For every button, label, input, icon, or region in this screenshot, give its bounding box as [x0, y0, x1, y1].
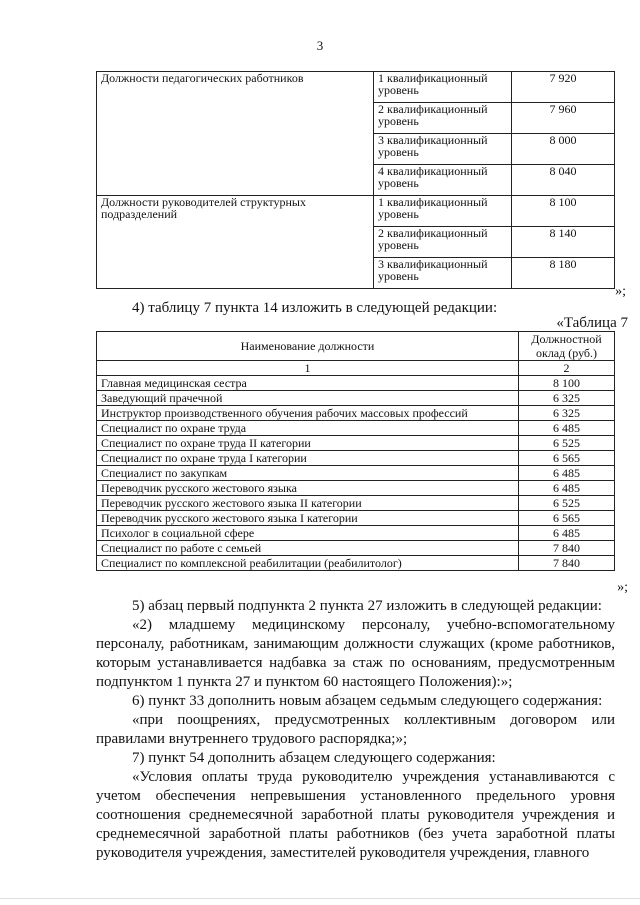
paragraph: «при поощрениях, предусмотренных коллективным договором или правилами внутреннего трудового распорядка;»; — [96, 712, 615, 747]
header-position-name: Наименование должности — [97, 332, 519, 361]
table-row — [97, 541, 615, 556]
salary-cell: 8 100 — [512, 196, 615, 227]
salary-cell: 7 920 — [512, 72, 615, 103]
table-row — [97, 526, 615, 541]
paragraph: 6) пункт 33 дополнить новым абзацем седьмым следующего содержания: — [132, 693, 603, 709]
position-name-cell: Переводчик русского жестового языка II категории — [97, 496, 519, 511]
position-name-cell: Специалист по охране труда I категории — [97, 451, 519, 466]
paragraph: «Условия оплаты труда руководителю учреждения устанавливаются с учетом обеспечения непревышения установленного предельного уровня соотношения среднемесячной заработной платы руководителя учреждения и среднемесячной заработной платы работников (без учета заработной платы руководителя учреждения, заместителей руководителя учреждения, главного — [96, 769, 615, 861]
salary-cell: 7 960 — [512, 103, 615, 134]
header-salary: Должностной оклад (руб.) — [519, 332, 615, 361]
table-row — [97, 406, 615, 421]
page-bottom-rule — [0, 898, 640, 899]
salary-cell: 8 000 — [512, 134, 615, 165]
table1-closing-quote: »; — [615, 284, 626, 299]
table-row — [97, 451, 615, 466]
table-body — [97, 376, 615, 571]
position-name-cell: Специалист по охране труда — [97, 421, 519, 436]
salary-cell: 6 565 — [519, 511, 615, 526]
level-cell: 2 квалификационный уровень — [374, 103, 512, 134]
column-number-row — [97, 361, 615, 376]
salary-cell: 6 485 — [519, 421, 615, 436]
paragraph: «2) младшему медицинскому персоналу, учебно-вспомогательному персоналу, работникам, занимающим должности служащих (кроме работников, которым устанавливается надбавка за стаж по основаниям, предусмотренным подпунктом 1 пункта 27 и пунктом 60 настоящего Положения):»; — [96, 617, 615, 690]
salary-cell: 7 840 — [519, 541, 615, 556]
position-name-cell: Главная медицинская сестра — [97, 376, 519, 391]
position-name-cell: Специалист по работе с семьей — [97, 541, 519, 556]
column-number-1: 1 — [97, 361, 519, 376]
salary-cell: 8 100 — [519, 376, 615, 391]
page-number: 3 — [316, 38, 324, 53]
salary-cell: 8 040 — [512, 165, 615, 196]
position-group-cell: Должности руководителей структурных подразделений — [97, 196, 374, 289]
table-row — [97, 481, 615, 496]
level-cell: 1 квалификационный уровень — [374, 72, 512, 103]
level-cell: 2 квалификационный уровень — [374, 227, 512, 258]
column-number-2: 2 — [519, 361, 615, 376]
table-row — [97, 556, 615, 571]
paragraph: 7) пункт 54 дополнить абзацем следующего содержания: — [132, 750, 496, 766]
paragraph: 5) абзац первый подпункта 2 пункта 27 изложить в следующей редакции: — [132, 598, 602, 614]
salary-cell: 6 525 — [519, 436, 615, 451]
position-name-cell: Психолог в социальной сфере — [97, 526, 519, 541]
salary-cell: 6 325 — [519, 406, 615, 421]
position-name-cell: Переводчик русского жестового языка — [97, 481, 519, 496]
position-salary-table — [96, 331, 615, 571]
salary-cell: 6 325 — [519, 391, 615, 406]
salary-cell: 8 180 — [512, 258, 615, 289]
salary-cell: 8 140 — [512, 227, 615, 258]
position-name-cell: Специалист по комплексной реабилитации (реабилитолог) — [97, 556, 519, 571]
level-cell: 4 квалификационный уровень — [374, 165, 512, 196]
salary-cell: 6 485 — [519, 526, 615, 541]
document-body — [96, 597, 615, 863]
salary-cell: 6 525 — [519, 496, 615, 511]
level-cell: 3 квалификационный уровень — [374, 258, 512, 289]
salary-cell: 6 485 — [519, 481, 615, 496]
position-name-cell: Переводчик русского жестового языка I категории — [97, 511, 519, 526]
table-row — [97, 196, 615, 227]
salary-cell: 6 565 — [519, 451, 615, 466]
position-name-cell: Инструктор производственного обучения рабочих массовых профессий — [97, 406, 519, 421]
table7-label: «Таблица 7 — [556, 315, 628, 331]
table-row — [97, 511, 615, 526]
table-row — [97, 496, 615, 511]
table-row — [97, 421, 615, 436]
salary-cell: 6 485 — [519, 466, 615, 481]
table-row — [97, 436, 615, 451]
position-group-cell: Должности педагогических работников — [97, 72, 374, 196]
position-name-cell: Специалист по охране труда II категории — [97, 436, 519, 451]
table-row — [97, 72, 615, 103]
position-name-cell: Заведующий прачечной — [97, 391, 519, 406]
table-header-row — [97, 332, 615, 361]
table-row — [97, 376, 615, 391]
level-cell: 1 квалификационный уровень — [374, 196, 512, 227]
level-cell: 3 квалификационный уровень — [374, 134, 512, 165]
table2-closing-quote: »; — [617, 580, 628, 595]
table-row — [97, 466, 615, 481]
position-name-cell: Специалист по закупкам — [97, 466, 519, 481]
amendment-table7-paragraph: 4) таблицу 7 пункта 14 изложить в следующей редакции: — [132, 300, 498, 316]
salary-cell: 7 840 — [519, 556, 615, 571]
qualification-salary-table — [96, 71, 615, 289]
table-row — [97, 391, 615, 406]
